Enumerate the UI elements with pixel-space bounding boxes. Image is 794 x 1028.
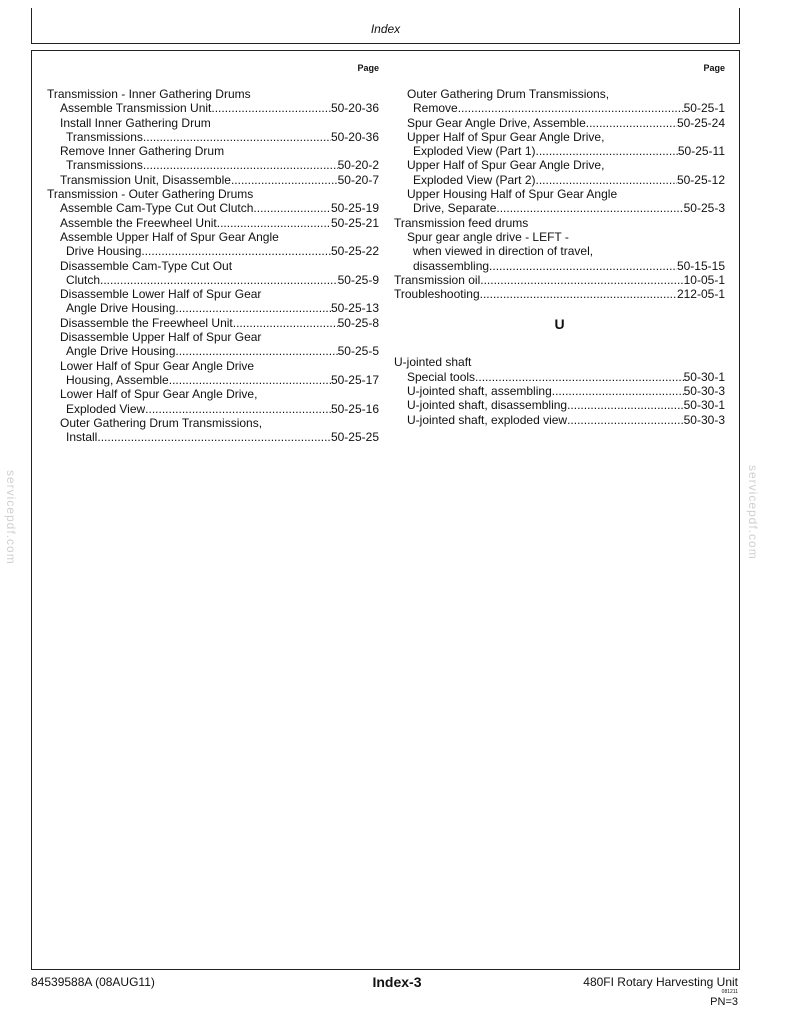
index-heading: Transmission - Inner Gathering Drums xyxy=(47,87,251,101)
index-entry-text: disassembling xyxy=(413,258,490,273)
dot-leader xyxy=(100,273,338,287)
index-entry-text: Install xyxy=(66,430,98,445)
index-entry-text: Drive Housing xyxy=(66,244,142,259)
dot-leader xyxy=(536,173,677,187)
index-column-right xyxy=(394,62,725,427)
dot-leader xyxy=(211,101,331,115)
index-heading: Lower Half of Spur Gear Angle Drive xyxy=(60,358,255,373)
index-entry-page: 50-20-7 xyxy=(337,172,379,187)
index-entry-page: 10-05-1 xyxy=(683,272,725,287)
dot-leader xyxy=(233,316,338,330)
index-entry-page: 50-25-1 xyxy=(683,101,725,116)
index-entry-page: 50-30-3 xyxy=(683,384,725,399)
index-heading: Outer Gathering Drum Transmissions, xyxy=(407,87,610,101)
footer-product-name: 480FI Rotary Harvesting Unit xyxy=(583,975,738,989)
index-entries-left xyxy=(47,87,379,444)
dot-leader xyxy=(143,158,338,172)
index-entry-text: U-jointed shaft, exploded view xyxy=(407,412,568,427)
index-entry-page: 50-25-25 xyxy=(330,430,379,445)
dot-leader xyxy=(253,201,331,215)
index-entry-page: 50-20-2 xyxy=(337,158,379,173)
index-entry xyxy=(47,130,379,144)
index-entry-text: Angle Drive Housing xyxy=(66,301,176,316)
index-heading: Lower Half of Spur Gear Angle Drive, xyxy=(60,387,258,402)
index-entry-text: Drive, Separate xyxy=(413,201,497,216)
index-entry xyxy=(394,173,725,187)
index-heading: Disassemble Lower Half of Spur Gear xyxy=(60,287,262,302)
dot-leader xyxy=(169,373,331,387)
index-entry-text: Transmissions xyxy=(66,129,143,144)
index-entry-page: 50-25-12 xyxy=(676,172,725,187)
dot-leader xyxy=(586,116,677,130)
dot-leader xyxy=(175,301,331,315)
index-entry-page: 50-30-1 xyxy=(683,398,725,413)
index-entry-page: 50-25-16 xyxy=(330,401,379,416)
dot-leader xyxy=(480,287,677,301)
dot-leader xyxy=(231,173,338,187)
index-heading: Disassemble Upper Half of Spur Gear xyxy=(60,330,262,345)
index-entry xyxy=(47,158,379,172)
index-entry xyxy=(394,413,725,427)
index-entry xyxy=(47,273,379,287)
index-entry xyxy=(47,101,379,115)
index-entry-page: 212-05-1 xyxy=(676,287,725,302)
index-entry-page: 50-20-36 xyxy=(330,101,379,116)
index-entry-text: Transmission Unit, Disassemble xyxy=(60,172,231,187)
index-entry xyxy=(394,101,725,115)
index-entry-text: Remove xyxy=(413,101,458,116)
index-heading: Transmission feed drums xyxy=(394,215,529,230)
index-heading: Disassemble Cam-Type Cut Out xyxy=(60,258,233,273)
footer-pn: PN=3 xyxy=(710,996,738,1008)
footer-code: 081211 xyxy=(721,989,738,995)
index-entry-page: 50-30-3 xyxy=(683,412,725,427)
index-entry-text: Housing, Assemble xyxy=(66,372,169,387)
index-heading: U-jointed shaft xyxy=(394,355,472,370)
header-frame xyxy=(31,8,740,44)
index-entry-page: 50-25-13 xyxy=(330,301,379,316)
index-entry-page: 50-25-11 xyxy=(677,144,725,159)
index-entries-right xyxy=(394,87,725,301)
index-entry-page: 50-25-5 xyxy=(337,344,379,359)
index-heading: when viewed in direction of travel, xyxy=(413,244,594,259)
index-entry-text: U-jointed shaft, disassembling xyxy=(407,398,568,413)
index-entry-text: Troubleshooting xyxy=(394,287,480,302)
dot-leader xyxy=(145,402,331,416)
index-entry xyxy=(47,173,379,187)
index-entry-text: Transmissions xyxy=(66,158,143,173)
index-entry-text: Exploded View (Part 2) xyxy=(413,172,536,187)
index-entry xyxy=(47,301,379,315)
index-entry-page: 50-25-21 xyxy=(330,215,379,230)
index-entry-page: 50-25-17 xyxy=(330,372,379,387)
index-heading: Upper Half of Spur Gear Angle Drive, xyxy=(407,158,605,173)
index-entry xyxy=(394,201,725,215)
index-column-left xyxy=(47,62,379,444)
index-entry-text: Exploded View (Part 1) xyxy=(413,144,536,159)
index-entry-text: Disassemble the Freewheel Unit xyxy=(60,315,233,330)
index-entry xyxy=(47,373,379,387)
index-entry-text: Angle Drive Housing xyxy=(66,344,176,359)
index-entry-text: Assemble Transmission Unit xyxy=(60,101,212,116)
footer-doc-number: 84539588A (08AUG11) xyxy=(31,975,155,989)
footer-page-name: Index-3 xyxy=(372,974,422,990)
index-entry-text: Special tools xyxy=(407,369,476,384)
dot-leader xyxy=(141,244,331,258)
index-entry xyxy=(394,384,725,398)
index-entry xyxy=(394,273,725,287)
dot-leader xyxy=(175,344,337,358)
index-entry-text: Transmission oil xyxy=(394,272,481,287)
index-entry-text: Exploded View xyxy=(66,401,146,416)
dot-leader xyxy=(458,101,684,115)
section-letter-heading: U xyxy=(554,316,565,333)
index-entry xyxy=(394,370,725,384)
dot-leader xyxy=(567,398,684,412)
dot-leader xyxy=(475,370,684,384)
index-entry xyxy=(47,244,379,258)
index-entry-page: 50-25-9 xyxy=(337,272,379,287)
index-heading: Outer Gathering Drum Transmissions, xyxy=(60,415,263,430)
index-entry xyxy=(47,216,379,230)
index-heading: Upper Half of Spur Gear Angle Drive, xyxy=(407,129,605,144)
index-entry xyxy=(394,259,725,273)
page-column-label: Page xyxy=(357,63,379,73)
dot-leader xyxy=(552,384,684,398)
index-entry xyxy=(394,287,725,301)
dot-leader xyxy=(97,430,331,444)
index-entry-text: U-jointed shaft, assembling xyxy=(407,384,552,399)
index-entry xyxy=(47,430,379,444)
index-heading: Install Inner Gathering Drum xyxy=(60,115,211,130)
dot-leader xyxy=(536,144,678,158)
index-heading: Assemble Upper Half of Spur Gear Angle xyxy=(60,229,279,244)
index-entry-text: Assemble the Freewheel Unit xyxy=(60,215,217,230)
watermark-right: servicepdf.com xyxy=(746,465,760,560)
index-entry-page: 50-25-19 xyxy=(330,201,379,216)
dot-leader xyxy=(143,130,331,144)
index-entry xyxy=(394,116,725,130)
index-heading: Upper Housing Half of Spur Gear Angle xyxy=(407,187,618,202)
index-entry-page: 50-25-8 xyxy=(337,315,379,330)
index-entry-text: Spur Gear Angle Drive, Assemble xyxy=(407,115,586,130)
dot-leader xyxy=(496,201,683,215)
index-entry xyxy=(47,402,379,416)
watermark-left: servicepdf.com xyxy=(4,470,18,565)
index-entry-text: Assemble Cam-Type Cut Out Clutch xyxy=(60,201,254,216)
index-entries-right-u xyxy=(394,355,725,426)
dot-leader xyxy=(567,413,684,427)
index-heading: Spur gear angle drive - LEFT - xyxy=(407,229,569,244)
index-entry xyxy=(394,398,725,412)
header-title: Index xyxy=(370,22,401,36)
dot-leader xyxy=(480,273,683,287)
index-entry-page: 50-25-24 xyxy=(676,115,725,130)
index-heading: Transmission - Outer Gathering Drums xyxy=(47,187,254,202)
index-entry-page: 50-25-3 xyxy=(683,201,725,216)
index-heading: Remove Inner Gathering Drum xyxy=(60,144,225,159)
index-entry xyxy=(47,201,379,215)
index-entry-page: 50-20-36 xyxy=(330,129,379,144)
dot-leader xyxy=(217,216,331,230)
index-entry xyxy=(47,316,379,330)
index-entry-page: 50-15-15 xyxy=(676,258,725,273)
index-entry-page: 50-25-22 xyxy=(330,244,379,259)
index-entry xyxy=(47,344,379,358)
page-column-label: Page xyxy=(703,63,725,73)
index-entry-page: 50-30-1 xyxy=(683,369,725,384)
dot-leader xyxy=(489,259,677,273)
index-entry-text: Clutch xyxy=(66,272,101,287)
index-entry xyxy=(394,144,725,158)
